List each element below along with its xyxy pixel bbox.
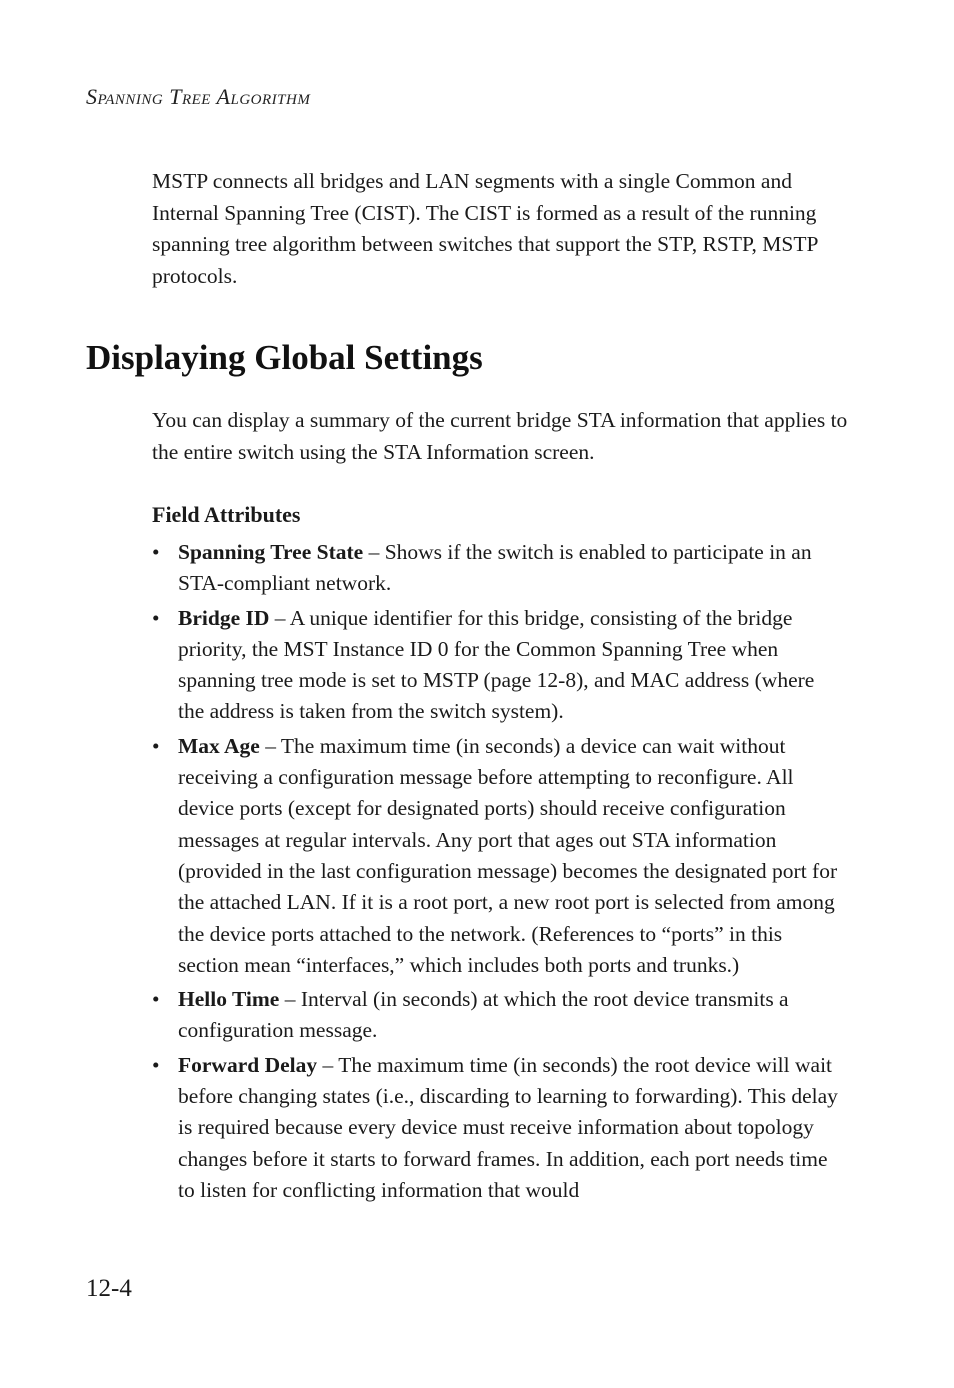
field-term: Hello Time [178, 987, 280, 1012]
field-description: – The maximum time (in seconds) the root device will wait before changing states (i.e., discarding to learning to forwarding). This delay is required because every device must receive information about topology changes before it starts to forward frames. In addition, each port needs time to listen for conflicting information that would [178, 1052, 838, 1202]
field-term: Forward Delay [178, 1052, 318, 1077]
field-attributes-heading: Field Attributes [152, 502, 301, 527]
bullet-icon: • [152, 1052, 160, 1077]
field-item-spanning-tree-state [152, 537, 844, 600]
field-item-max-age [152, 731, 844, 981]
field-term: Max Age [178, 733, 260, 758]
intro-paragraph: MSTP connects all bridges and LAN segments with a single Common and Internal Spanning Tree (CIST). The CIST is formed as a result of the running spanning tree algorithm between switches that support the STP, RSTP, MSTP protocols. [152, 169, 818, 288]
page-number: 12-4 [86, 1275, 132, 1302]
field-description: – Shows if the switch is enabled to participate in an STA-compliant network. [178, 540, 812, 596]
field-item-bridge-id [152, 603, 844, 728]
bullet-icon: • [152, 605, 160, 630]
field-item-forward-delay [152, 1050, 844, 1206]
field-item-hello-time [152, 984, 844, 1047]
section-title: Displaying Global Settings [86, 338, 483, 377]
running-header: Spanning Tree Algorithm [86, 84, 311, 109]
field-description: – The maximum time (in seconds) a device can wait without receiving a configuration message before attempting to reconfigure. All device ports (except for designated ports) should receive configuration messages at regular intervals. Any port that ages out STA information (provided in the last configuration message) becomes the designated port for the attached LAN. If it is a root port, a new root port is selected from among the device ports attached to the network. (References to “ports” in this section mean “interfaces,” which includes both ports and trunks.) [178, 733, 838, 977]
bullet-icon: • [152, 540, 160, 564]
bullet-icon: • [152, 987, 160, 1012]
field-term: Bridge ID [178, 605, 270, 630]
section-description: You can display a summary of the current bridge STA information that applies to the entire switch using the STA Information screen. [152, 408, 848, 464]
field-description: – Interval (in seconds) at which the root device transmits a configuration message. [178, 987, 789, 1043]
bullet-icon: • [152, 733, 160, 758]
field-description: – A unique identifier for this bridge, consisting of the bridge priority, the MST Instance ID 0 for the Common Spanning Tree when spanning tree mode is set to MSTP (page 12-8), and MAC address (where the address is taken from the switch system). [178, 605, 815, 724]
field-attributes-list [152, 537, 844, 1209]
field-term: Spanning Tree State [178, 540, 364, 564]
